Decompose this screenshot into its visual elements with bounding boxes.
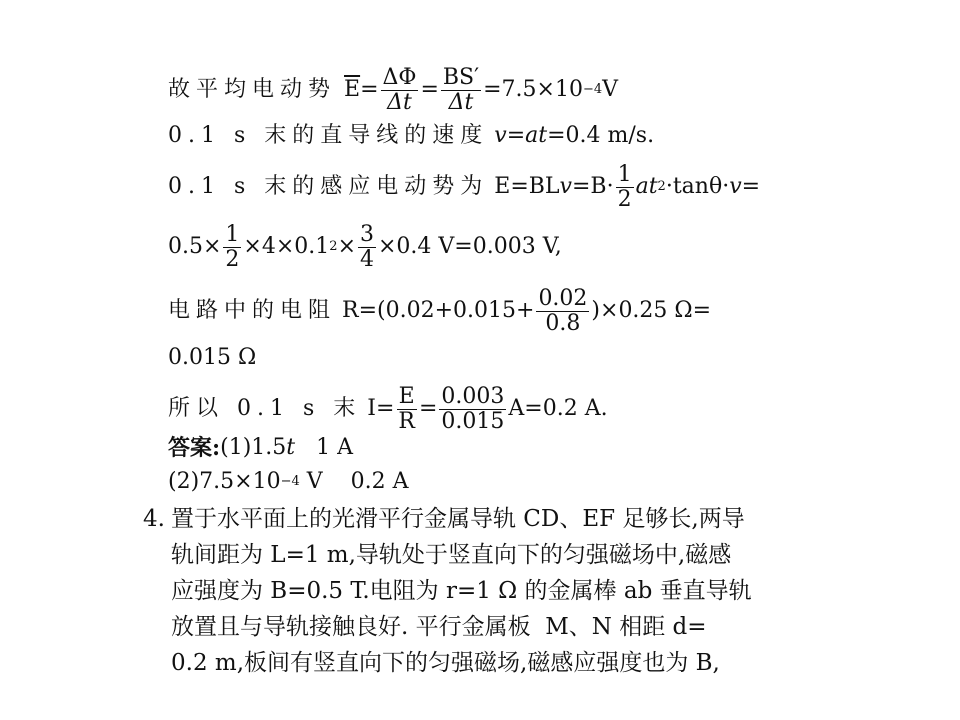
answer-part2-rest: V 0.2 A: [299, 469, 409, 494]
at-term: at: [525, 123, 548, 148]
fraction-e-over-r: [396, 385, 417, 434]
label-text: 所以 0.1 s 末: [168, 396, 362, 421]
solution-line-5: [168, 286, 711, 336]
solution-line-2: [168, 122, 654, 150]
velocity-symbol: v: [494, 123, 507, 148]
fraction-denominator: 0.015: [441, 408, 505, 434]
question-4-line-1: [143, 505, 745, 533]
question-text: 放置且与导轨接触良好. 平行金属板 M、N 相距 d=: [171, 614, 707, 640]
fraction-numerator: 1: [225, 221, 240, 247]
answer-part1: (1)1.5: [220, 435, 287, 460]
question-text: 轨间距为 L=1 m,导轨处于竖直向下的匀强磁场中,磁感: [171, 542, 732, 568]
question-4-line-4: [171, 613, 707, 641]
at-term: at: [635, 174, 658, 199]
exponent: 2: [329, 239, 338, 254]
fraction-denominator: Δt: [448, 89, 474, 115]
fraction-denominator: Δt: [387, 89, 412, 115]
term-b: ×4×0.1: [243, 234, 330, 259]
fraction-numerator: BS′: [442, 64, 480, 90]
fraction-flux: [381, 66, 419, 115]
fraction-half: [616, 163, 634, 212]
solution-line-6: [168, 344, 256, 372]
time-symbol: t: [286, 435, 296, 460]
fraction-denominator: 4: [360, 246, 374, 272]
fraction-numerator: ΔΦ: [382, 64, 417, 90]
question-4-line-5: [171, 649, 720, 677]
equals: =: [741, 174, 761, 199]
emf-eq: E=BL: [494, 174, 560, 199]
term-a: 0.5×: [168, 234, 222, 259]
equals: =: [418, 396, 438, 421]
fraction-three-quarters: [358, 223, 376, 272]
question-text: 应强度为 B=0.5 T.电阻为 r=1 Ω 的金属棒 ab 垂直导轨: [171, 578, 752, 604]
exponent: 2: [657, 179, 666, 194]
current-value: A=0.2 A.: [508, 396, 608, 421]
exponent: −4: [280, 474, 300, 489]
label-text: 0.1 s 末的直导线的速度: [168, 123, 489, 148]
answer-label: 答案: [168, 435, 213, 461]
velocity-symbol: v: [729, 174, 742, 199]
label-text: 电路中的电阻: [168, 298, 337, 323]
result-value: =7.5×10: [483, 77, 583, 102]
solution-line-4: [168, 222, 562, 272]
fraction-denominator: 2: [225, 246, 240, 272]
equals: =: [420, 77, 439, 102]
label-text: 故平均电动势: [168, 77, 337, 102]
question-4-line-2: [171, 541, 731, 569]
emf-eq-b: =B·: [571, 174, 614, 199]
velocity-symbol: v: [559, 174, 572, 199]
solution-line-1: [168, 64, 619, 115]
equals: =: [506, 123, 526, 148]
solution-line-7: [168, 384, 608, 434]
question-text: 置于水平面上的光滑平行金属导轨 CD、EF 足够长,两导: [171, 506, 745, 532]
fraction-denominator: 0.8: [545, 310, 581, 336]
equals: =: [360, 77, 379, 102]
resistance-eq-b: )×0.25 Ω=: [591, 298, 712, 323]
answer-part2: (2)7.5×10: [168, 469, 281, 494]
current-eq: I=: [367, 396, 395, 421]
answer-part1-current: 1 A: [295, 435, 353, 460]
velocity-value: =0.4 m/s.: [547, 123, 655, 148]
term-d: ×0.4 V=0.003 V,: [378, 234, 562, 259]
answer-line-1: [168, 434, 353, 462]
fraction-bs: [441, 66, 481, 115]
answer-line-2: [168, 468, 408, 496]
fraction-values: [439, 385, 506, 434]
question-text: 0.2 m,板间有竖直向下的匀强磁场,磁感应强度也为 B,: [171, 650, 720, 676]
fraction-denominator: 2: [617, 186, 632, 212]
fraction-half: [223, 223, 241, 272]
question-number: 4.: [143, 506, 165, 532]
emf-symbol: $\overline{E}$: [344, 77, 361, 102]
solution-line-3: [168, 162, 760, 212]
fraction-denominator: R: [398, 408, 415, 434]
fraction-resistance: [536, 287, 589, 336]
tan-term: ·tanθ·: [665, 174, 730, 199]
term-c: ×: [337, 234, 356, 259]
resistance-eq: R=(0.02+0.015+: [342, 298, 535, 323]
resistance-value: 0.015 Ω: [168, 345, 257, 370]
fraction-numerator: 0.02: [538, 285, 588, 311]
label-text: 0.1 s 末的感应电动势为: [168, 174, 489, 199]
unit: V: [602, 77, 619, 102]
fraction-numerator: 3: [360, 221, 374, 247]
exponent: −4: [582, 82, 603, 97]
answer-colon: :: [212, 435, 221, 461]
question-4-line-3: [171, 577, 752, 605]
fraction-numerator: 1: [617, 161, 632, 187]
fraction-numerator: E: [398, 383, 415, 409]
fraction-numerator: 0.003: [441, 383, 505, 409]
